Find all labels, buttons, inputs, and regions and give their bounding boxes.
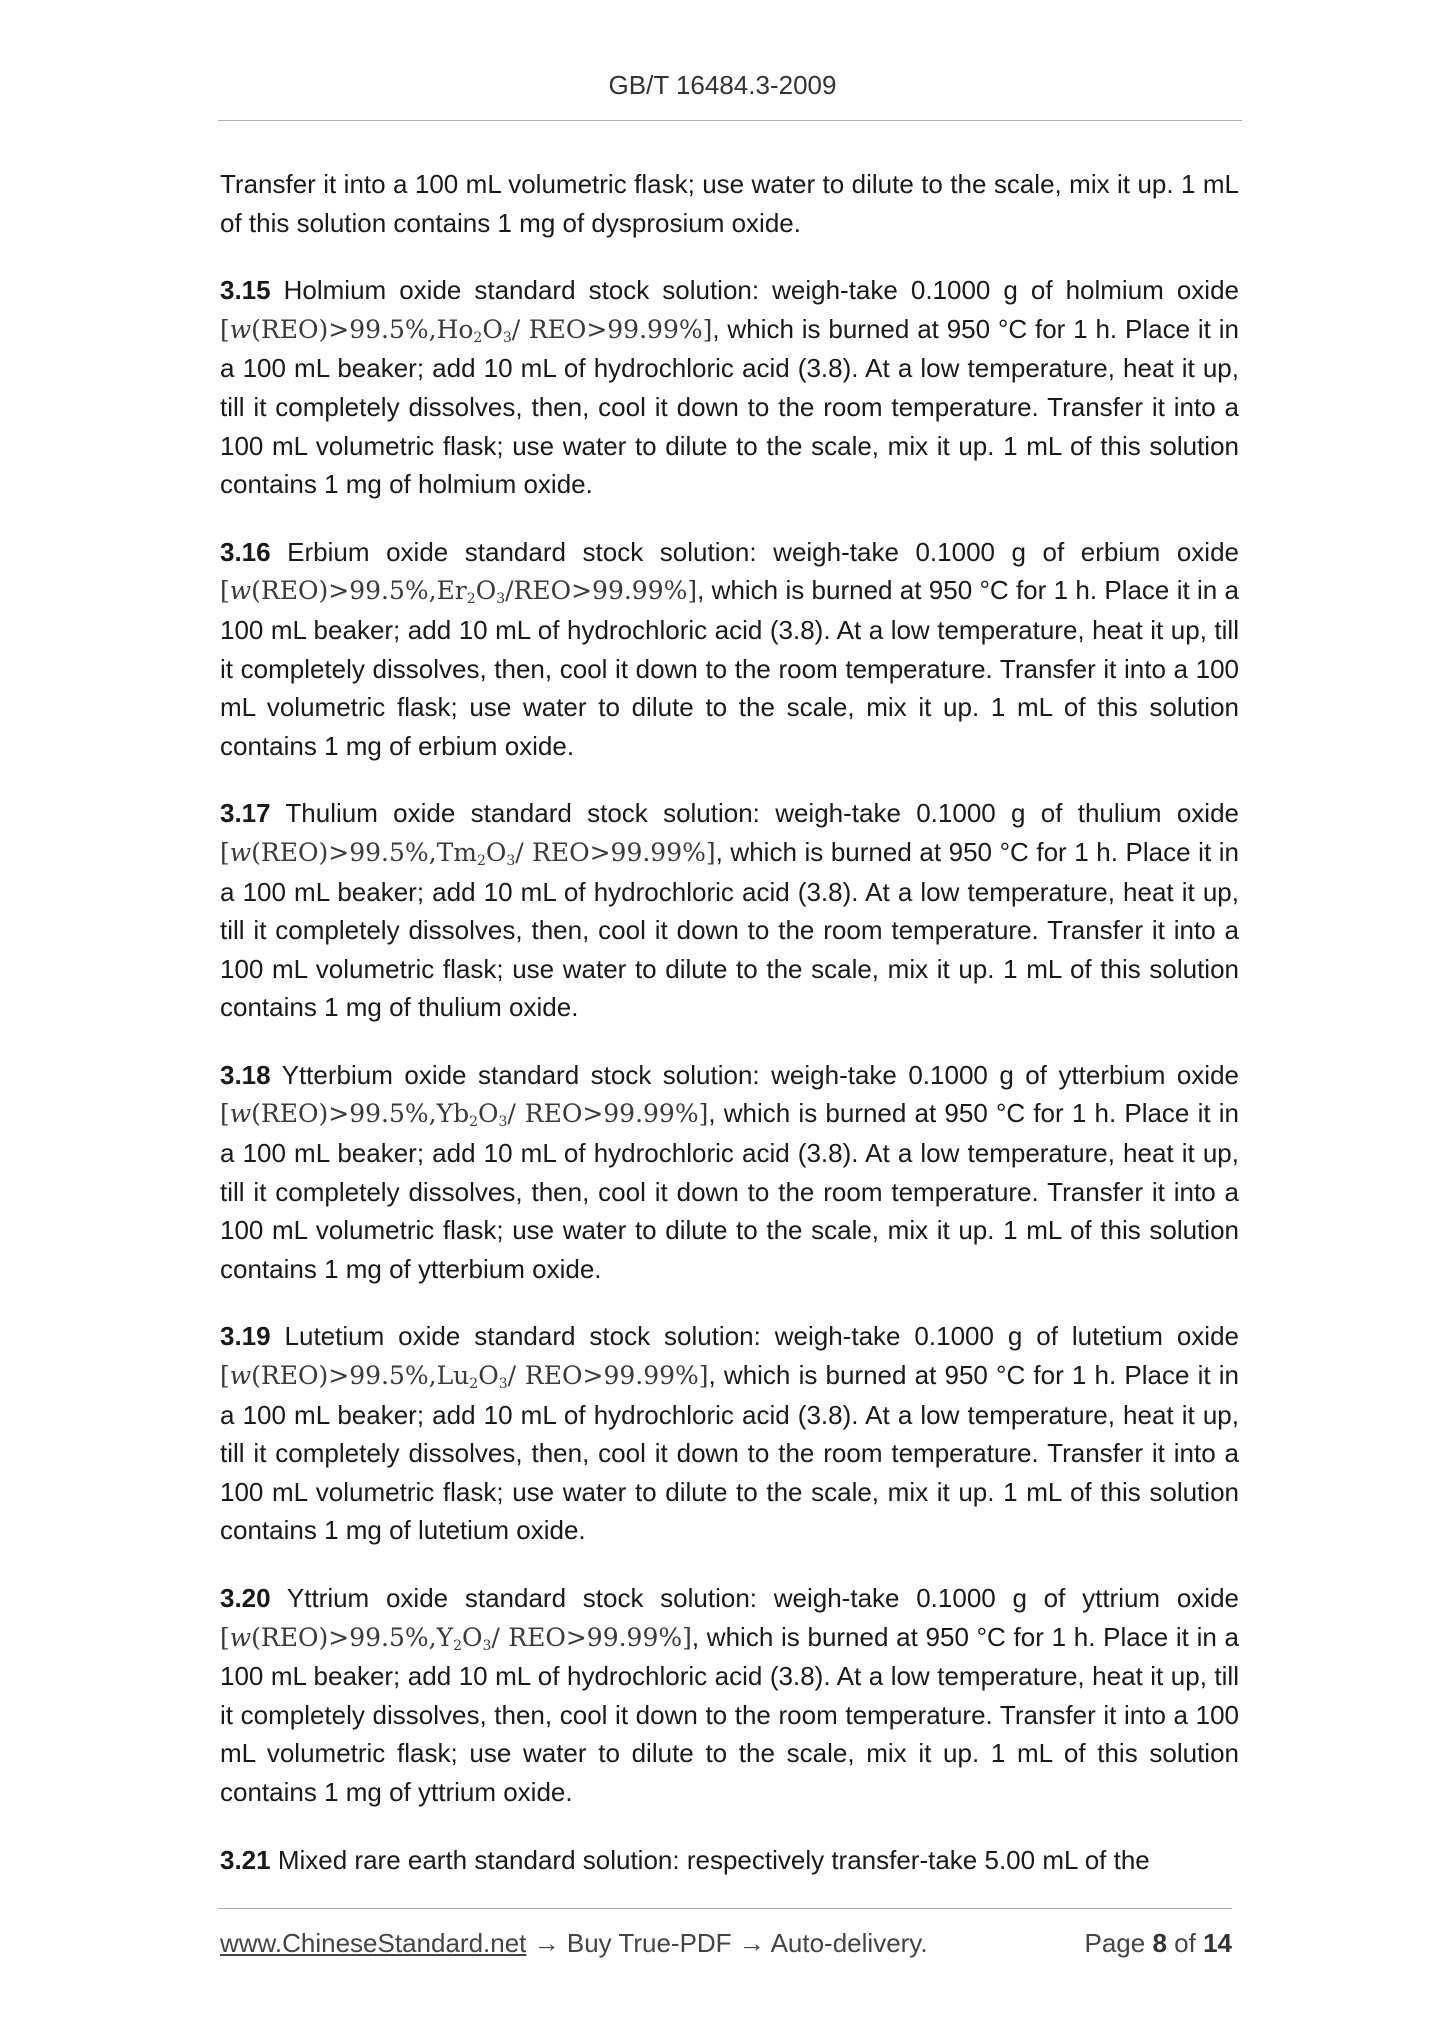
section-text: , which is burned at 950 °C for 1 h. Place it in a 100 mL beaker; add 10 mL of hydrochloric acid (3.8). At a low temperature, heat it up, till it completely dissolves, then, cool it down to the room temperature. Transfer it into a 100 mL volumetric flask; use water to dilute to the scale, mix it up. 1 mL of this solution contains 1 mg of ytterbium oxide. [220,1098,1239,1284]
section-number: 3.21 [220,1844,271,1875]
section-number: 3.18 [220,1059,271,1090]
purity-formula: [$w(REO)>99.5\%,Tm_2O_3/$ REO>99.99%] [220,837,716,869]
section-3-20 [220,1579,1239,1812]
section-lead: Holmium oxide standard stock solution: weigh-take 0.1000 g of holmium oxide [270,275,1239,306]
purity-formula: [$w(REO)>99.5\%,Lu_2O_3/$ REO>99.99%] [220,1361,709,1393]
footer-tagline: → Buy True-PDF → Auto-delivery. [526,1928,928,1958]
current-page: 8 [1152,1928,1167,1958]
section-lead: Erbium oxide standard stock solution: weigh-take 0.1000 g of erbium oxide [270,536,1239,567]
section-3-16 [220,533,1239,766]
header-divider [218,120,1242,121]
section-number: 3.17 [220,798,271,829]
website-link[interactable]: www.ChineseStandard.net [220,1928,527,1958]
section-number: 3.19 [220,1321,271,1352]
section-text: , which is burned at 950 °C for 1 h. Place it in a 100 mL beaker; add 10 mL of hydrochloric acid (3.8). At a low temperature, heat it up, till it completely dissolves, then, cool it down to the room temperature. Transfer it into a 100 mL volumetric flask; use water to dilute to the scale, mix it up. 1 mL of this solution contains 1 mg of erbium oxide. [220,575,1239,761]
section-number: 3.20 [220,1583,271,1613]
section-lead: Lutetium oxide standard stock solution: weigh-take 0.1000 g of lutetium oxide [270,1321,1239,1352]
intro-paragraph: Transfer it into a 100 mL volumetric flask; use water to dilute to the scale, mix it up. 1 mL of this solution contains 1 mg of dysprosium oxide. [220,169,1239,238]
section-text: , which is burned at 950 °C for 1 h. Place it in a 100 mL beaker; add 10 mL of hydrochloric acid (3.8). At a low temperature, heat it up, till it completely dissolves, then, cool it down to the room temperature. Transfer it into a 100 mL volumetric flask; use water to dilute to the scale, mix it up. 1 mL of this solution contains 1 mg of lutetium oxide. [220,1360,1239,1546]
page-indicator: Page 8 of 14 [1084,1928,1232,1958]
footer-divider [218,1908,1232,1909]
section-3-21 [220,1841,1239,1880]
section-number: 3.15 [220,275,271,306]
section-text: , which is burned at 950 °C for 1 h. Place it in a 100 mL beaker; add 10 mL of hydrochloric acid (3.8). At a low temperature, heat it up, till it completely dissolves, then, cool it down to the room temperature. Transfer it into a 100 mL volumetric flask; use water to dilute to the scale, mix it up. 1 mL of this solution contains 1 mg of thulium oxide. [220,836,1239,1023]
section-lead: Ytterbium oxide standard stock solution: weigh-take 0.1000 g of ytterbium oxide [270,1059,1239,1090]
total-pages: 14 [1203,1928,1232,1958]
page-footer [220,1928,1232,1959]
purity-formula: $[w(REO)>99.5\%,Er_2O_3/REO>99.99\%]$ [220,576,698,608]
section-3-18 [220,1056,1239,1289]
section-3-15 [220,271,1239,504]
section-3-17 [220,794,1239,1027]
section-number: 3.16 [220,536,271,567]
section-lead: Thulium oxide standard stock solution: weigh-take 0.1000 g of thulium oxide [270,798,1239,829]
purity-formula: [$w(REO)>99.5\%,Yb_2O_3/$ REO>99.99%] [220,1099,709,1131]
page-header-title: GB/T 16484.3-2009 [608,70,837,100]
section-text: , which is burned at 950 °C for 1 h. Place it in a 100 mL beaker; add 10 mL of hydrochloric acid (3.8). At a low temperature, heat it up, till it completely dissolves, then, cool it down to the room temperature. Transfer it into a 100 mL volumetric flask; use water to dilute to the scale, mix it up. 1 mL of this solution contains 1 mg of holmium oxide. [220,313,1239,500]
purity-formula: [$w(REO)>99.5\%,Ho_2O_3/$ REO>99.99%] [220,314,713,346]
purity-formula: [$w(REO)>99.5\%,Y_2O_3/$ REO>99.99%] [220,1622,692,1654]
section-text: Mixed rare earth standard solution: respectively transfer-take 5.00 mL of the [270,1844,1150,1875]
section-lead: Yttrium oxide standard stock solution: weigh-take 0.1000 g of yttrium oxide [270,1583,1239,1613]
document-body [220,165,1239,1908]
section-3-19 [220,1317,1239,1550]
section-text: , which is burned at 950 °C for 1 h. Place it in a 100 mL beaker; add 10 mL of hydrochloric acid (3.8). At a low temperature, heat it up, till it completely dissolves, then, cool it down to the room temperature. Transfer it into a 100 mL volumetric flask; use water to dilute to the scale, mix it up. 1 mL of this solution contains 1 mg of yttrium oxide. [220,1621,1239,1807]
